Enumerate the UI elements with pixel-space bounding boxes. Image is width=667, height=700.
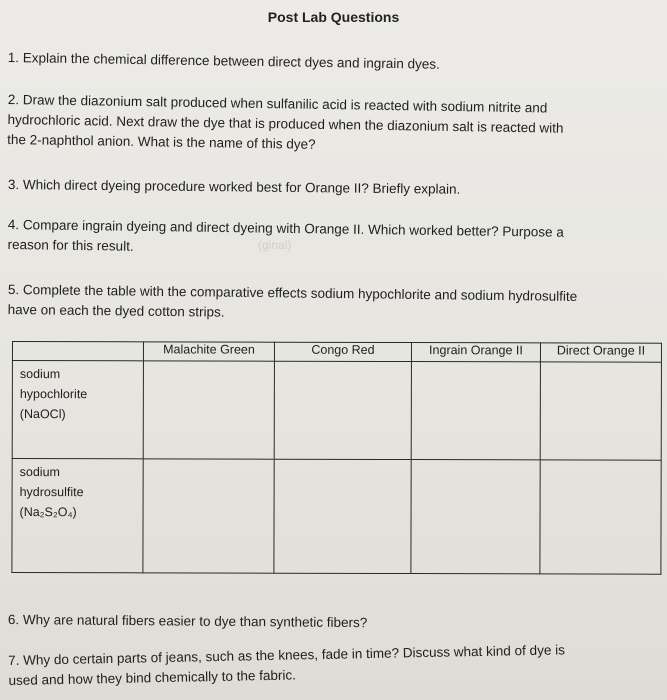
row-label-line: hypochlorite	[19, 387, 88, 402]
question-line: have on each the dyed cotton strips.	[7, 301, 225, 320]
row-label-line: (NaOCl)	[19, 407, 66, 422]
question-line: 1. Explain the chemical difference between direct dyes and ingrain dyes.	[7, 49, 440, 72]
question-line: hydrochloric acid. Next draw the dye that is produced when the diazonium salt is reacted with	[7, 111, 564, 136]
question-3	[8, 175, 461, 200]
faint-pencil-mark: (ginal)	[258, 238, 292, 252]
question-line: 3. Which direct dyeing procedure worked best for Orange II? Briefly explain.	[7, 176, 461, 197]
table-header-malachite-green: Malachite Green	[143, 342, 274, 361]
question-line: 6. Why are natural fibers easier to dye than synthetic fibers?	[7, 611, 368, 631]
question-line: 2. Draw the diazonium salt produced when sulfanilic acid is reacted with sodium nitrite and	[7, 91, 548, 116]
question-2	[7, 90, 564, 159]
answer-cell[interactable]	[274, 459, 411, 573]
question-line: reason for this result.	[7, 236, 134, 254]
answer-cell[interactable]	[411, 362, 540, 460]
table-header-row	[12, 342, 661, 363]
answer-cell[interactable]	[143, 361, 274, 459]
answer-cell[interactable]	[540, 362, 661, 460]
question-line: 4. Compare ingrain dyeing and direct dyeing with Orange II. Which worked better? Purpose a	[7, 216, 564, 240]
answer-cell[interactable]	[143, 459, 274, 573]
answer-cell[interactable]	[411, 460, 540, 574]
answer-cell[interactable]	[540, 460, 661, 574]
question-6	[8, 610, 368, 633]
row-label-line: hydrosulfite	[19, 485, 84, 500]
question-line: 7. Why do certain parts of jeans, such as the knees, fade in time? Discuss what kind of dye is	[8, 642, 566, 668]
table-header-ingrain-orange-ii: Ingrain Orange II	[411, 343, 540, 362]
row-label-line: (Na₂S₂O₄)	[19, 505, 77, 520]
question-5	[8, 280, 578, 327]
row-label-sodium-hypochlorite	[12, 361, 143, 459]
table-row	[12, 459, 661, 575]
table-row	[12, 361, 661, 461]
answer-cell[interactable]	[274, 361, 411, 459]
question-line: 5. Complete the table with the comparative effects sodium hypochlorite and sodium hydrosulfite	[7, 281, 578, 304]
comparison-table	[11, 341, 662, 575]
table-header-blank	[12, 342, 143, 361]
row-label-sodium-hydrosulfite	[12, 459, 143, 573]
row-label-line: sodium	[19, 367, 61, 382]
table-header-congo-red: Congo Red	[274, 342, 411, 361]
question-7	[8, 640, 565, 691]
page-title: Post Lab Questions	[267, 9, 400, 25]
question-line: used and how they bind chemically to the fabric.	[8, 667, 297, 688]
question-4	[7, 215, 564, 263]
table-header-direct-orange-ii: Direct Orange II	[540, 343, 661, 362]
question-line: the 2-naphthol anion. What is the name of this dye?	[7, 131, 316, 152]
row-label-line: sodium	[19, 465, 60, 480]
question-1	[8, 48, 440, 75]
